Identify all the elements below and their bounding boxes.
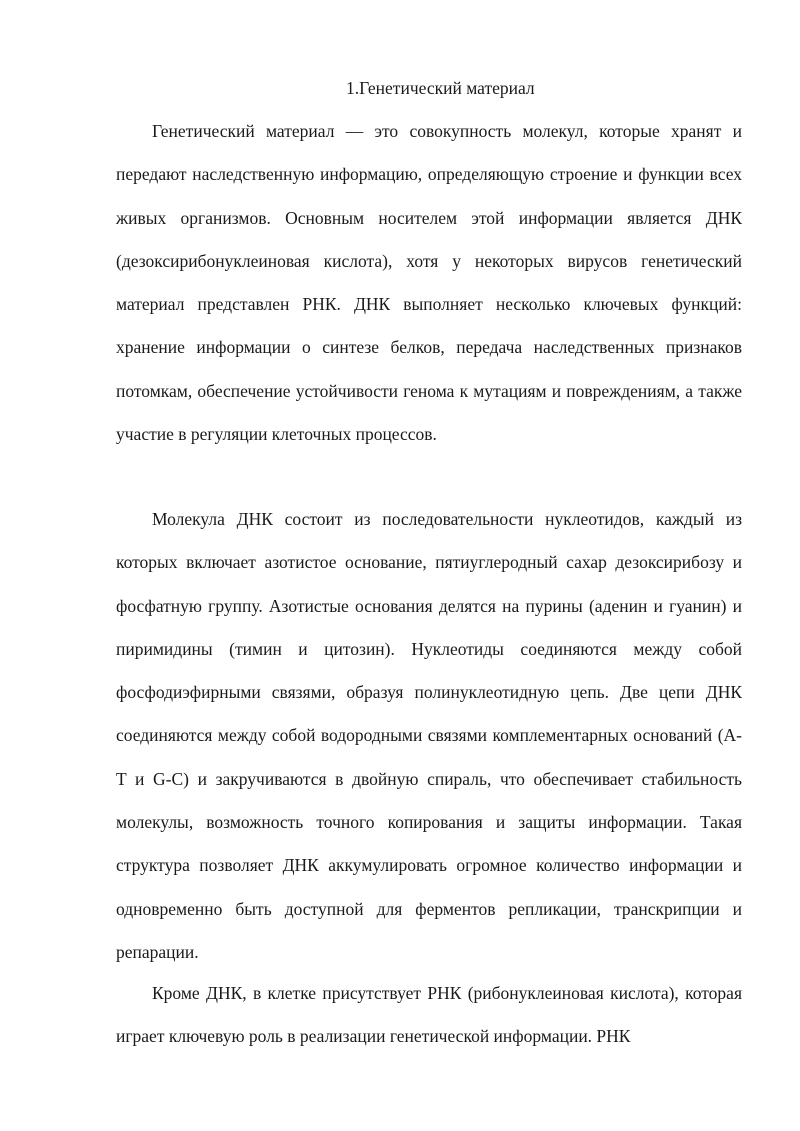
section-heading: 1.Генетический материал [346,78,535,98]
paragraph-genetic-material: Генетический материал — это совокупность молекул, которые хранят и передают наследственную информацию, определяющую строение и функции всех живых организмов. Основным носителем этой информации является ДНК (дезоксирибонуклеиновая кислота), хотя у некоторых вирусов генетический материал представлен РНК. ДНК выполняет несколько ключевых функций: хранение информации о синтезе белков, передача наследственных признаков потомкам, обеспечение устойчивости генома к мутациям и повреждениям, а также участие в регуляции клеточных процессов. [116,121,742,445]
paragraph-dna-structure: Молекула ДНК состоит из последовательности нуклеотидов, каждый из которых включает азотистое основание, пятиуглеродный сахар дезоксирибозу и фосфатную группу. Азотистые основания делятся на пурины (аденин и гуанин) и пиримидины (тимин и цитозин). Нуклеотиды соединяются между собой фосфодиэфирными связями, образуя полинуклеотидную цепь. Две цепи ДНК соединяются между собой водородными связями комплементарных оснований (A-T и G-C) и закручиваются в двойную спираль, что обеспечивает стабильность молекулы, возможность точного копирования и защиты информации. Такая структура позволяет ДНК аккумулировать огромное количество информации и одновременно быть доступной для ферментов репликации, транскрипции и репарации. [116,509,742,962]
paragraph-rna: Кроме ДНК, в клетке присутствует РНК (рибонуклеиновая кислота), которая играет ключевую роль в реализации генетической информации. РНК [116,983,742,1047]
